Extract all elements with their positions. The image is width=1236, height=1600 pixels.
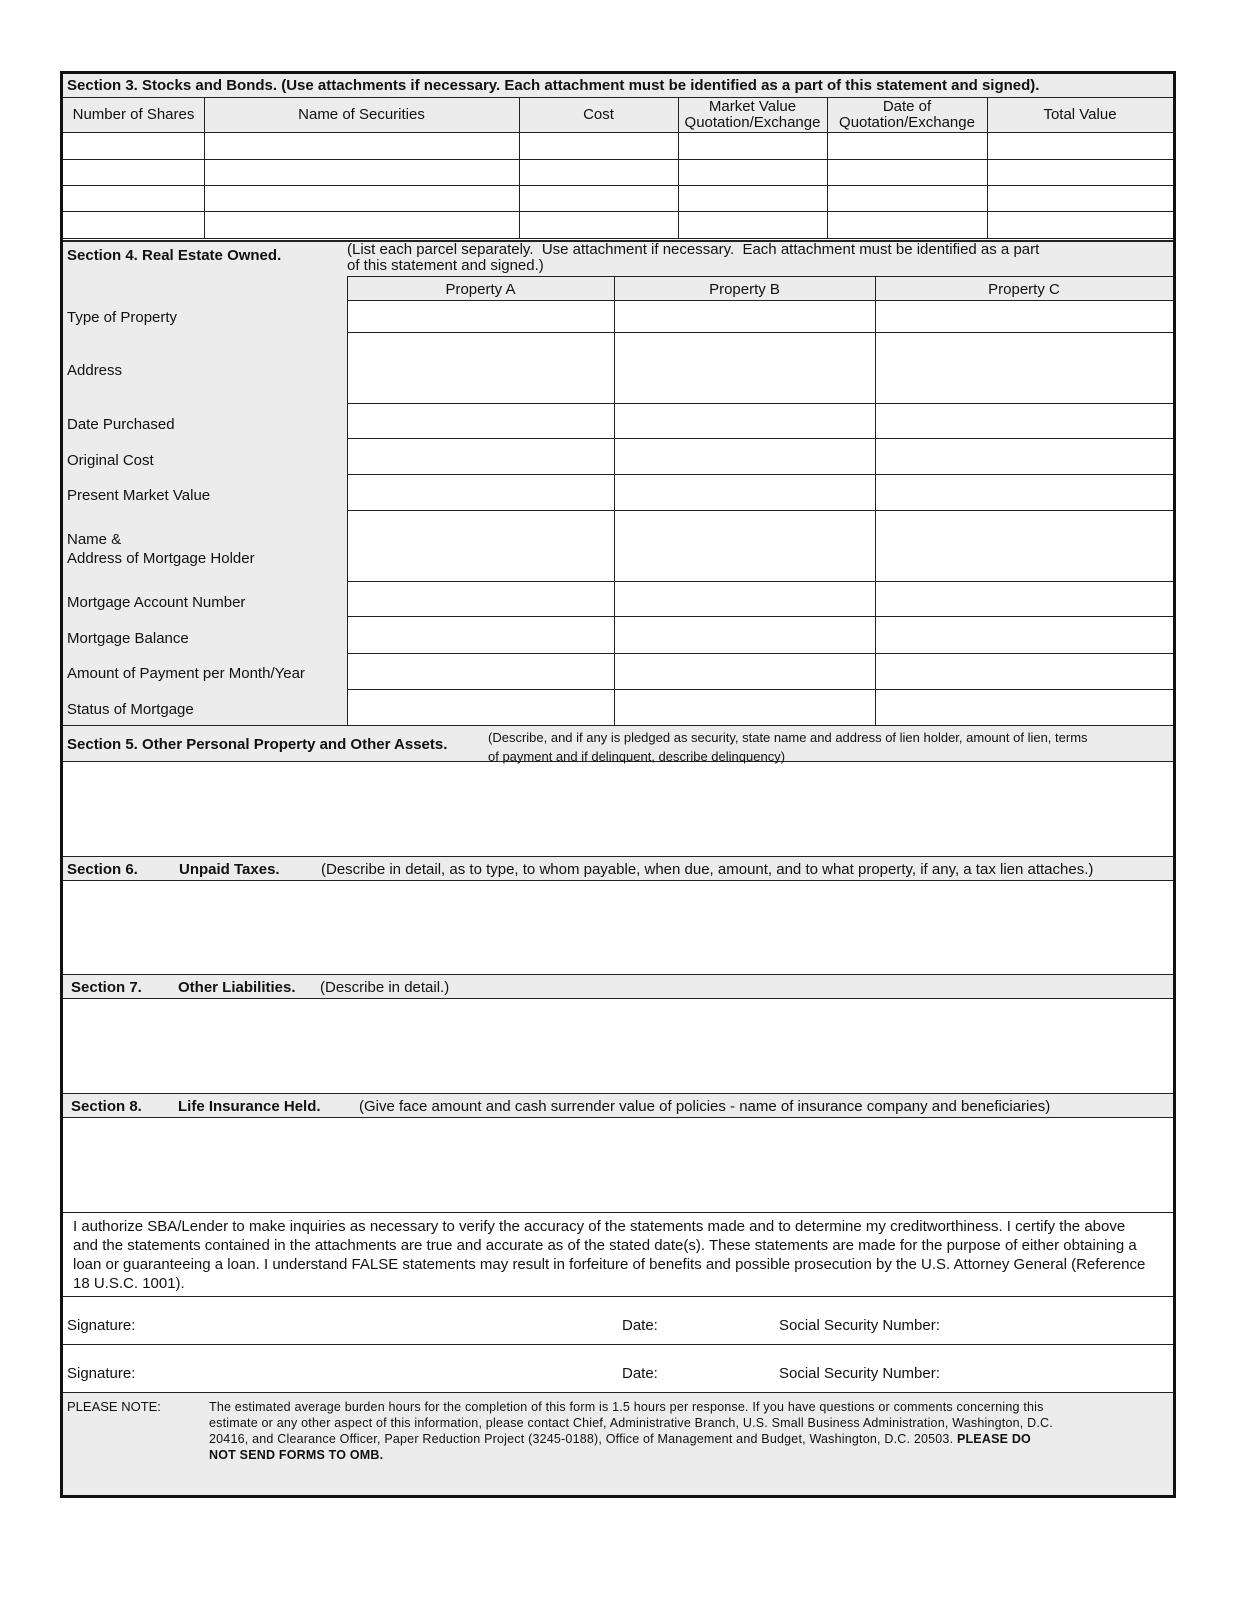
stock-row3-date-cell[interactable] bbox=[828, 186, 987, 211]
stock-row1-name-cell[interactable] bbox=[205, 133, 519, 159]
property-c-original-cost-cell[interactable] bbox=[876, 439, 1173, 474]
row-label-status-of-mortgage: Status of Mortgage bbox=[67, 701, 194, 718]
row-label-mortgage-balance: Mortgage Balance bbox=[67, 630, 189, 647]
property-a-status-cell[interactable] bbox=[348, 690, 614, 725]
section6-title: Unpaid Taxes. bbox=[179, 861, 280, 878]
section7-entry-area[interactable] bbox=[63, 999, 1173, 1093]
col-total-value: Total Value bbox=[1043, 106, 1117, 123]
stock-row3-name-cell[interactable] bbox=[205, 186, 519, 211]
property-a-account-number-cell[interactable] bbox=[348, 582, 614, 616]
property-b-mortgage-balance-cell[interactable] bbox=[615, 617, 875, 653]
property-c-header: Property C bbox=[988, 281, 1060, 298]
row-label-present-market-value: Present Market Value bbox=[67, 487, 211, 504]
section7-instructions: (Describe in detail.) bbox=[320, 979, 450, 996]
note-label: PLEASE NOTE: bbox=[67, 1399, 161, 1414]
section5-title: Section 5. Other Personal Property and Other Assets. bbox=[67, 736, 448, 753]
stock-row4-date-cell[interactable] bbox=[828, 212, 987, 238]
stock-row3-market-cell[interactable] bbox=[679, 186, 827, 211]
note-text: The estimated average burden hours for the completion of this form is 1.5 hours per response. If you have questions or comments concerning this estimate or any other aspect of this information, please contact Chief, Administrative Branch, U.S. Small Business Administration, Washington, D.C. 20416, and Clearance Officer, Paper Reduction Project (3245-0188), Office of Management and Budget, Washington, D.C. 20503. bbox=[209, 1400, 1053, 1446]
section5-entry-area[interactable] bbox=[63, 762, 1173, 856]
property-b-status-cell[interactable] bbox=[615, 690, 875, 725]
stock-row4-total-cell[interactable] bbox=[988, 212, 1173, 238]
col-name-of-securities: Name of Securities bbox=[298, 106, 425, 123]
row-label-date-purchased: Date Purchased bbox=[67, 416, 175, 433]
signature-label-2: Signature: bbox=[67, 1365, 136, 1382]
certification-statement: I authorize SBA/Lender to make inquiries as necessary to verify the accuracy of the statements made and to determine my creditworthiness. I certify the above and the statements contained in the attachments are true and accurate as of the stated date(s). These statements are made for the purpose of either obtaining a loan or guaranteeing a loan. I understand FALSE statements may result in forfeiture of benefits and possible prosecution by the U.S. Attorney General (Reference 18 U.S.C. 1001). bbox=[73, 1218, 1146, 1292]
property-a-header: Property A bbox=[445, 281, 516, 298]
ssn-field-1[interactable] bbox=[949, 1302, 1169, 1342]
property-c-mortgage-balance-cell[interactable] bbox=[876, 617, 1173, 653]
section6-entry-area[interactable] bbox=[63, 881, 1173, 974]
property-c-account-number-cell[interactable] bbox=[876, 582, 1173, 616]
property-b-type-cell[interactable] bbox=[615, 301, 875, 332]
stock-row2-market-cell[interactable] bbox=[679, 160, 827, 185]
stock-row1-market-cell[interactable] bbox=[679, 133, 827, 159]
property-b-mortgage-holder-cell[interactable] bbox=[615, 511, 875, 581]
property-a-payment-cell[interactable] bbox=[348, 654, 614, 689]
col-cost: Cost bbox=[583, 106, 614, 123]
property-c-payment-cell[interactable] bbox=[876, 654, 1173, 689]
property-c-date-purchased-cell[interactable] bbox=[876, 404, 1173, 438]
stock-row2-total-cell[interactable] bbox=[988, 160, 1173, 185]
ssn-label-1: Social Security Number: bbox=[779, 1317, 940, 1334]
row-label-type-of-property: Type of Property bbox=[67, 309, 178, 326]
signature-field-2[interactable] bbox=[143, 1350, 613, 1390]
property-a-mortgage-balance-cell[interactable] bbox=[348, 617, 614, 653]
stock-row3-shares-cell[interactable] bbox=[63, 186, 204, 211]
stock-row4-name-cell[interactable] bbox=[205, 212, 519, 238]
personal-financial-statement-form bbox=[60, 71, 1176, 1498]
section5-instructions: (Describe, and if any is pledged as security, state name and address of lien holder, amount of lien, terms of payment and if delinquent, describe delinquency) bbox=[488, 730, 1088, 764]
stock-row4-market-cell[interactable] bbox=[679, 212, 827, 238]
section8-entry-area[interactable] bbox=[63, 1118, 1173, 1212]
property-c-market-value-cell[interactable] bbox=[876, 475, 1173, 510]
property-b-address-cell[interactable] bbox=[615, 333, 875, 403]
stock-row1-total-cell[interactable] bbox=[988, 133, 1173, 159]
row-label-payment-amount: Amount of Payment per Month/Year bbox=[67, 665, 305, 682]
row-label-address: Address bbox=[67, 362, 123, 379]
property-c-mortgage-holder-cell[interactable] bbox=[876, 511, 1173, 581]
stock-row2-shares-cell[interactable] bbox=[63, 160, 204, 185]
property-c-type-cell[interactable] bbox=[876, 301, 1173, 332]
property-a-date-purchased-cell[interactable] bbox=[348, 404, 614, 438]
stock-row3-cost-cell[interactable] bbox=[520, 186, 678, 211]
property-a-address-cell[interactable] bbox=[348, 333, 614, 403]
date-field-1[interactable] bbox=[663, 1302, 773, 1342]
property-a-mortgage-holder-cell[interactable] bbox=[348, 511, 614, 581]
row-label-mortgage-holder: Name & Address of Mortgage Holder bbox=[67, 531, 255, 567]
section7-number: Section 7. bbox=[71, 979, 142, 996]
property-b-date-purchased-cell[interactable] bbox=[615, 404, 875, 438]
date-label-2: Date: bbox=[622, 1365, 658, 1382]
date-field-2[interactable] bbox=[663, 1350, 773, 1390]
ssn-label-2: Social Security Number: bbox=[779, 1365, 940, 1382]
col-date-of-quotation: Date of Quotation/Exchange bbox=[839, 98, 975, 131]
row-label-original-cost: Original Cost bbox=[67, 452, 154, 469]
signature-field-1[interactable] bbox=[143, 1302, 613, 1342]
col-market-value: Market Value Quotation/Exchange bbox=[684, 98, 821, 131]
property-b-account-number-cell[interactable] bbox=[615, 582, 875, 616]
stock-row3-total-cell[interactable] bbox=[988, 186, 1173, 211]
section4-title: Section 4. Real Estate Owned. bbox=[67, 247, 282, 264]
section8-instructions: (Give face amount and cash surrender value of policies - name of insurance company and beneficiaries) bbox=[359, 1098, 1051, 1115]
stock-row2-name-cell[interactable] bbox=[205, 160, 519, 185]
note-emphasis: PLEASE DO NOT SEND FORMS TO OMB. bbox=[209, 1432, 1031, 1462]
col-number-of-shares: Number of Shares bbox=[72, 106, 195, 123]
signature-label-1: Signature: bbox=[67, 1317, 136, 1334]
property-b-market-value-cell[interactable] bbox=[615, 475, 875, 510]
property-b-header: Property B bbox=[709, 281, 780, 298]
property-c-status-cell[interactable] bbox=[876, 690, 1173, 725]
section8-number: Section 8. bbox=[71, 1098, 142, 1115]
property-b-payment-cell[interactable] bbox=[615, 654, 875, 689]
ssn-field-2[interactable] bbox=[949, 1350, 1169, 1390]
section8-title: Life Insurance Held. bbox=[178, 1098, 321, 1115]
section6-instructions: (Describe in detail, as to type, to whom payable, when due, amount, and to what property, if any, a tax lien attaches.) bbox=[321, 861, 1094, 878]
note-text-block bbox=[209, 1399, 1059, 1463]
section7-title: Other Liabilities. bbox=[178, 979, 296, 996]
date-label-1: Date: bbox=[622, 1317, 658, 1334]
section3-title: Section 3. Stocks and Bonds. (Use attachments if necessary. Each attachment must be identified as a part of this statement and signed). bbox=[67, 77, 1040, 94]
stock-row1-cost-cell[interactable] bbox=[520, 133, 678, 159]
stock-row2-date-cell[interactable] bbox=[828, 160, 987, 185]
property-a-original-cost-cell[interactable] bbox=[348, 439, 614, 474]
row-label-mortgage-account-number: Mortgage Account Number bbox=[67, 594, 246, 611]
stock-row2-cost-cell[interactable] bbox=[520, 160, 678, 185]
property-a-market-value-cell[interactable] bbox=[348, 475, 614, 510]
stock-row1-shares-cell[interactable] bbox=[63, 133, 204, 159]
section6-number: Section 6. bbox=[67, 861, 138, 878]
stock-row4-shares-cell[interactable] bbox=[63, 212, 204, 238]
property-c-address-cell[interactable] bbox=[876, 333, 1173, 403]
stock-row1-date-cell[interactable] bbox=[828, 133, 987, 159]
section4-instructions: (List each parcel separately. Use attachment if necessary. Each attachment must be identified as a part of this statement and signed.) bbox=[347, 241, 1040, 274]
property-a-type-cell[interactable] bbox=[348, 301, 614, 332]
property-b-original-cost-cell[interactable] bbox=[615, 439, 875, 474]
stock-row4-cost-cell[interactable] bbox=[520, 212, 678, 238]
